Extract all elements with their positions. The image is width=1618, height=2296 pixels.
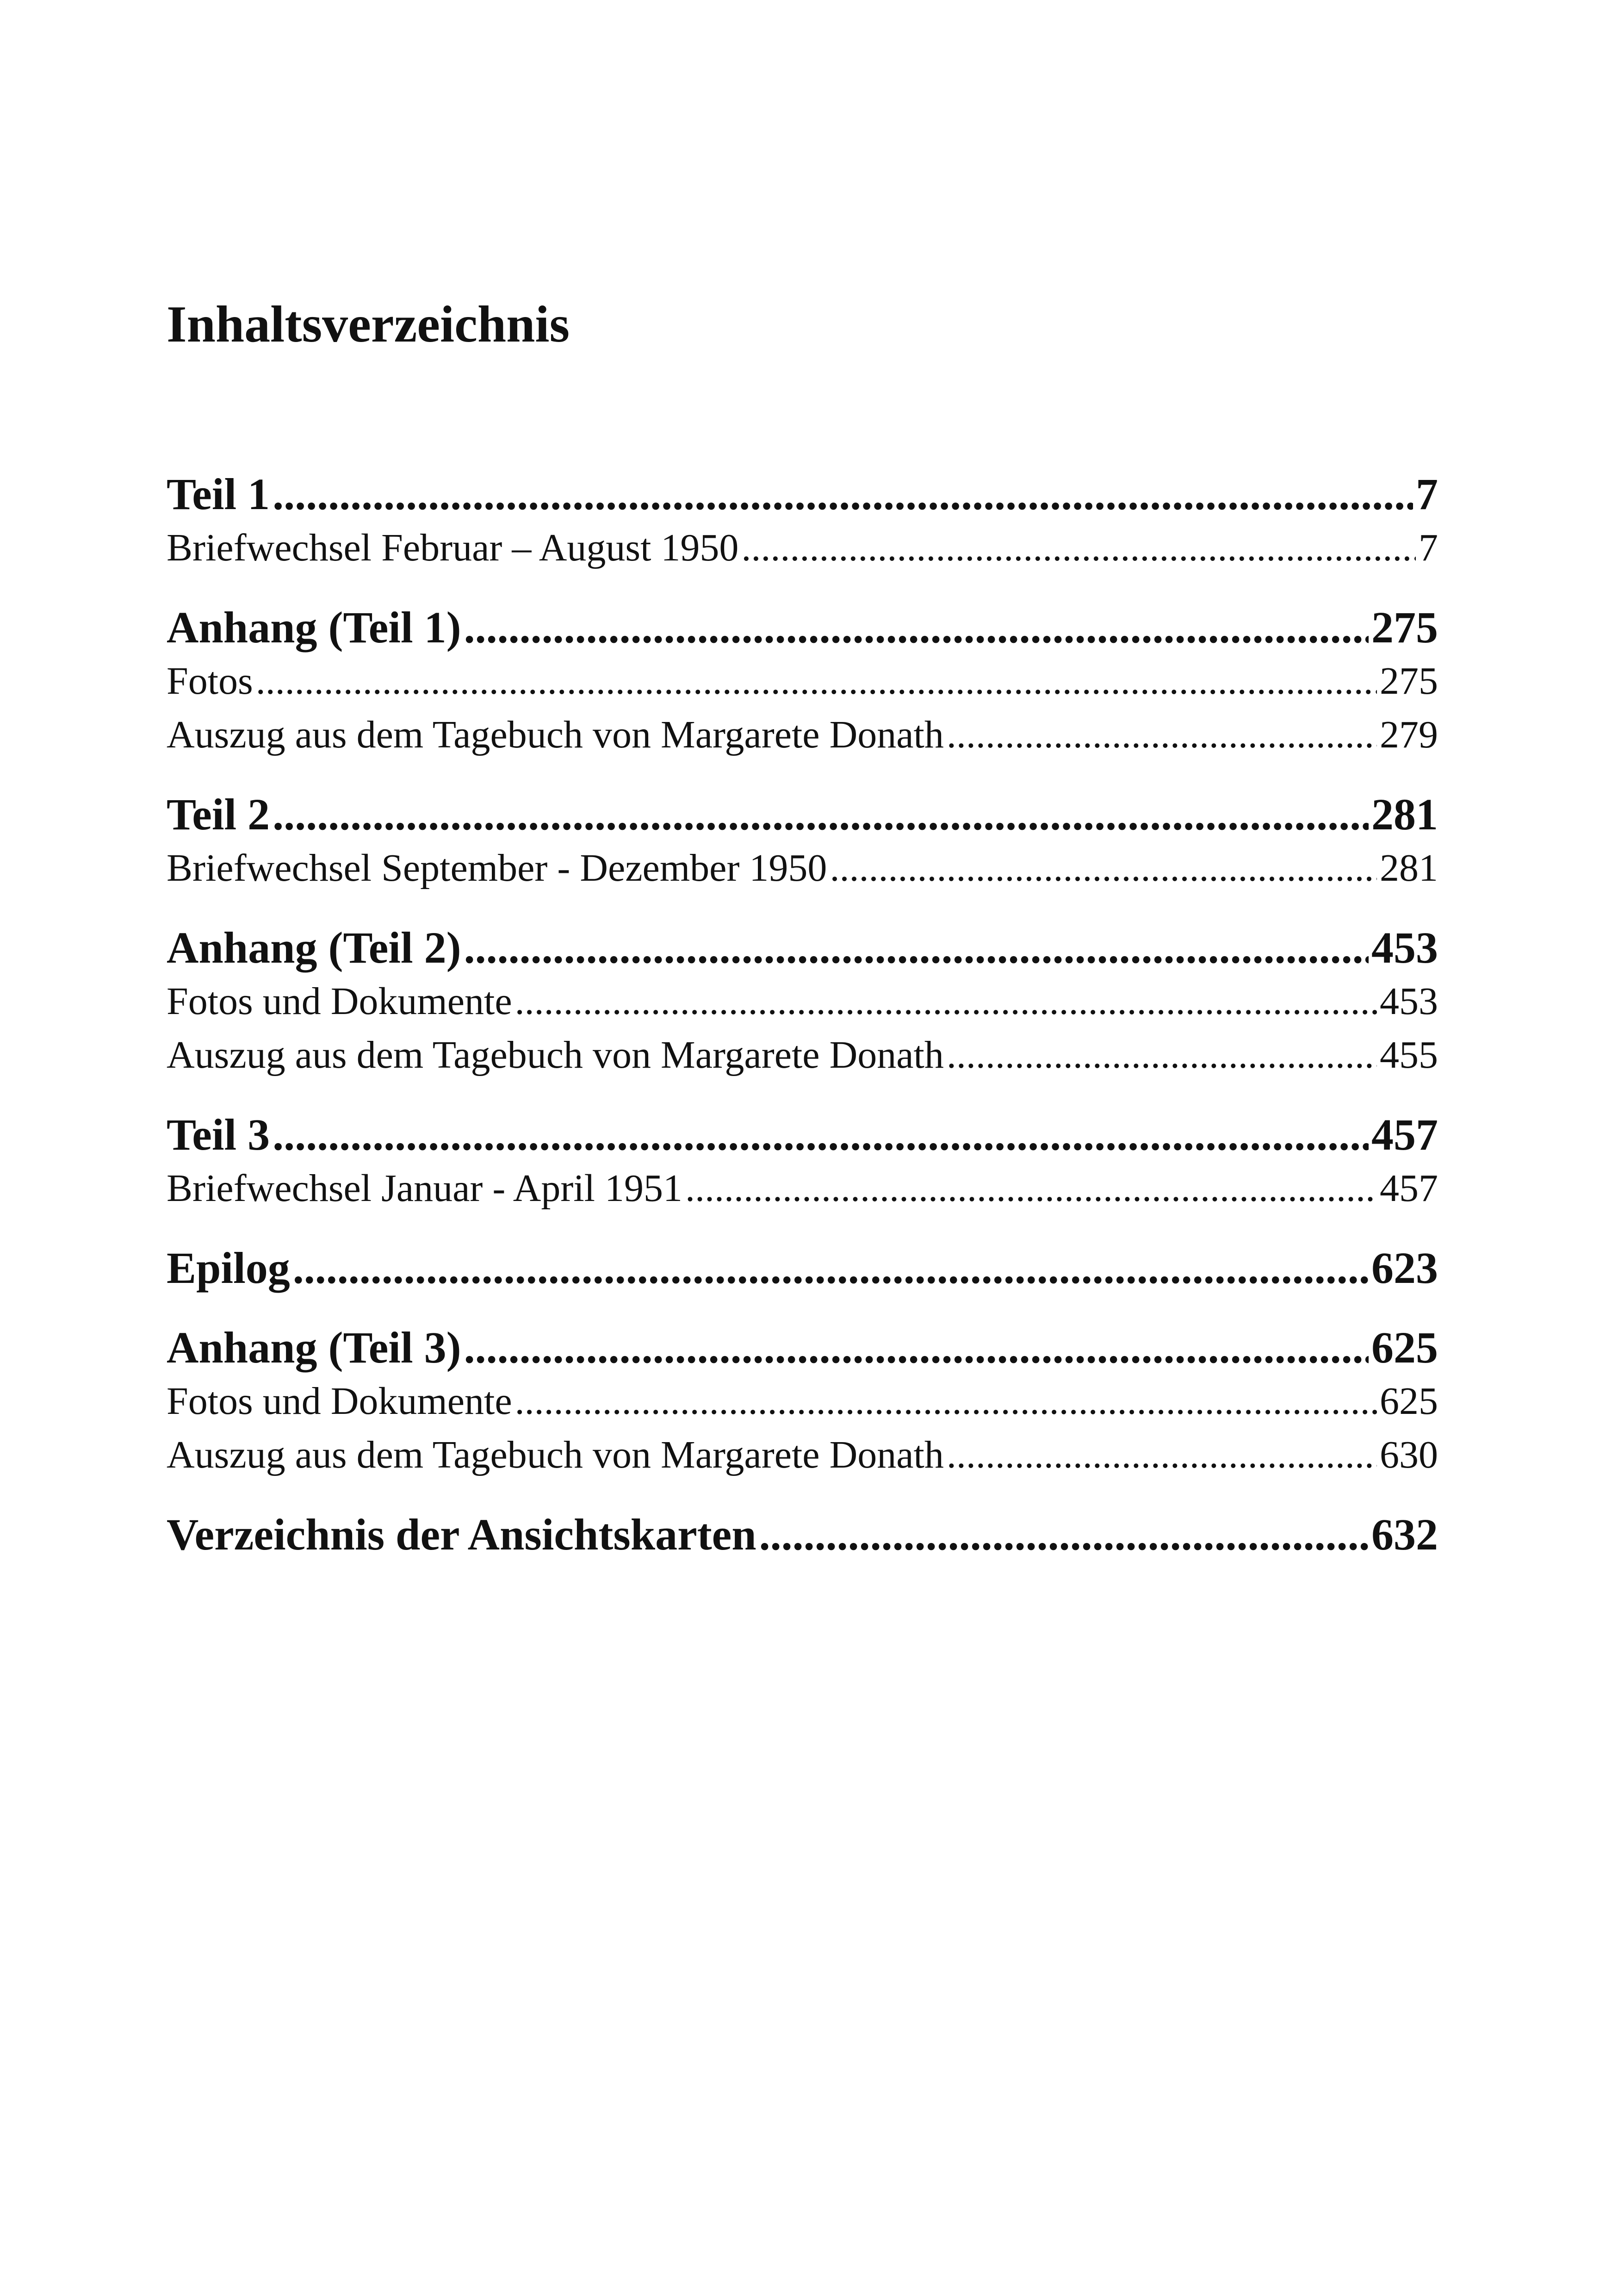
- toc-page-number: 7: [1416, 469, 1438, 519]
- toc-page-number: 457: [1371, 1110, 1438, 1159]
- toc-dot-leader: [741, 521, 1416, 575]
- toc-page-number: 275: [1371, 603, 1438, 652]
- toc-entry-label: Teil 1: [167, 469, 270, 519]
- toc-dot-leader: [273, 1108, 1369, 1162]
- toc-dot-leader: [256, 654, 1377, 708]
- toc-entry-label: Fotos und Dokumente: [167, 1380, 512, 1423]
- toc-dot-leader: [515, 1375, 1377, 1428]
- toc-page-number: 453: [1371, 923, 1438, 972]
- toc-entry-label: Briefwechsel Januar - April 1951: [167, 1167, 683, 1210]
- toc-page-number: 281: [1371, 790, 1438, 839]
- toc-subentry[interactable]: [167, 975, 1438, 1028]
- toc-entry-label: Auszug aus dem Tagebuch von Margarete Donath: [167, 713, 944, 756]
- toc-subentry[interactable]: [167, 654, 1438, 708]
- toc-dot-leader: [515, 975, 1377, 1028]
- toc-dot-leader: [273, 788, 1369, 841]
- toc-dot-leader: [947, 1028, 1377, 1082]
- toc-section-entry[interactable]: [167, 601, 1438, 654]
- toc-subentry[interactable]: [167, 1428, 1438, 1482]
- toc-page-number: 632: [1371, 1510, 1438, 1559]
- table-of-contents: [167, 467, 1438, 1562]
- page-title: Inhaltsverzeichnis: [167, 296, 570, 353]
- toc-dot-leader: [947, 1428, 1377, 1482]
- toc-page-number: 630: [1380, 1433, 1438, 1476]
- toc-page-number: 7: [1419, 526, 1438, 569]
- toc-page-number: 625: [1371, 1323, 1438, 1372]
- toc-entry-label: Fotos: [167, 660, 253, 703]
- toc-entry-label: Auszug aus dem Tagebuch von Margarete Donath: [167, 1033, 944, 1076]
- toc-section-entry[interactable]: [167, 1241, 1438, 1295]
- toc-subentry[interactable]: [167, 1028, 1438, 1082]
- toc-entry-label: Teil 2: [167, 790, 270, 839]
- toc-dot-leader: [464, 601, 1369, 654]
- toc-entry-label: Anhang (Teil 2): [167, 923, 461, 972]
- toc-entry-label: Anhang (Teil 3): [167, 1323, 461, 1372]
- toc-page-number: 625: [1380, 1380, 1438, 1423]
- toc-page-number: 275: [1380, 660, 1438, 703]
- toc-subentry[interactable]: [167, 521, 1438, 575]
- toc-group-spacer: [167, 575, 1438, 601]
- toc-entry-label: Fotos und Dokumente: [167, 980, 512, 1023]
- toc-section-entry[interactable]: [167, 1108, 1438, 1162]
- toc-subentry[interactable]: [167, 708, 1438, 762]
- toc-subentry[interactable]: [167, 1375, 1438, 1428]
- toc-page-number: 281: [1380, 846, 1438, 890]
- toc-entry-label: Auszug aus dem Tagebuch von Margarete Donath: [167, 1433, 944, 1476]
- toc-entry-label: Briefwechsel September - Dezember 1950: [167, 846, 827, 890]
- toc-subentry[interactable]: [167, 1162, 1438, 1215]
- toc-section-entry[interactable]: [167, 1508, 1438, 1562]
- toc-page-number: 457: [1380, 1167, 1438, 1210]
- toc-page-number: 279: [1380, 713, 1438, 756]
- toc-group-spacer: [167, 1215, 1438, 1241]
- toc-page-number: 623: [1371, 1243, 1438, 1293]
- toc-group-spacer: [167, 1295, 1438, 1321]
- toc-entry-label: Anhang (Teil 1): [167, 603, 461, 652]
- toc-subentry[interactable]: [167, 841, 1438, 895]
- toc-group-spacer: [167, 895, 1438, 921]
- toc-entry-label: Briefwechsel Februar – August 1950: [167, 526, 739, 569]
- toc-page-number: 455: [1380, 1033, 1438, 1076]
- toc-entry-label: Teil 3: [167, 1110, 270, 1159]
- toc-section-entry[interactable]: [167, 921, 1438, 975]
- toc-entry-label: Verzeichnis der Ansichtskarten: [167, 1510, 756, 1559]
- toc-dot-leader: [685, 1162, 1377, 1215]
- toc-dot-leader: [759, 1508, 1369, 1562]
- toc-dot-leader: [464, 1321, 1369, 1375]
- toc-group-spacer: [167, 1082, 1438, 1108]
- toc-page-number: 453: [1380, 980, 1438, 1023]
- toc-group-spacer: [167, 1482, 1438, 1508]
- toc-section-entry[interactable]: [167, 1321, 1438, 1375]
- toc-dot-leader: [293, 1241, 1369, 1295]
- toc-dot-leader: [273, 467, 1413, 521]
- toc-dot-leader: [464, 921, 1369, 975]
- toc-group-spacer: [167, 762, 1438, 788]
- toc-section-entry[interactable]: [167, 467, 1438, 521]
- toc-section-entry[interactable]: [167, 788, 1438, 841]
- toc-entry-label: Epilog: [167, 1243, 290, 1293]
- toc-dot-leader: [947, 708, 1377, 762]
- toc-dot-leader: [830, 841, 1377, 895]
